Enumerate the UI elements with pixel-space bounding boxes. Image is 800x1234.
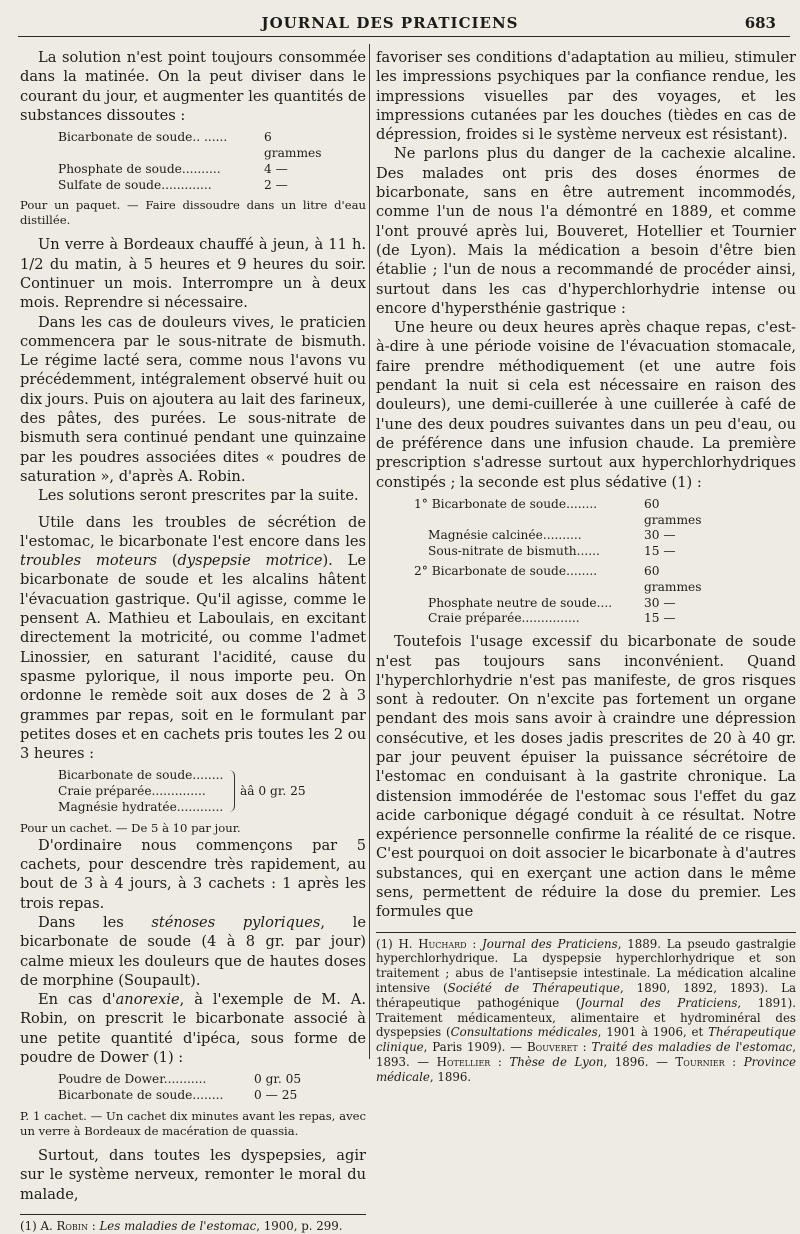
page-number: 683 (744, 14, 776, 32)
formula-3 (58, 1072, 308, 1104)
formula-line: Poudre de Dower........... 0 gr. 05 (58, 1072, 302, 1087)
formula-line: Phosphate neutre de soude.... 30 — (428, 595, 676, 610)
formula-line: Magnésie hydratée............ (58, 799, 224, 814)
left-column (20, 48, 366, 1234)
paragraph: En cas d'anorexie, à l'exemple de M. A. Robin, on prescrit le bicarbonate associé à une petite quantité d'ipéca, sous forme de poudre de Dower (1) : (20, 991, 366, 1067)
paragraph: Ne parlons plus du danger de la cachexie alcaline. Des malades ont pris des doses énormes de bicarbonate, sans en être autrement incommodés, comme l'un de nous l'a démontré en 1889, et comme l'ont prouvé après lui, Bouveret, Hotellier et Tournier (de Lyon). Mais la médication a besoin d'être bien établie ; l'un de nous a recommandé de procéder ainsi, surtout dans les cas d'hyperchlorhydrie intense ou encore d'hypersthénie gastrique : (376, 145, 796, 317)
formula-line: Phosphate de soude.......... 4 — (58, 161, 288, 176)
header-rule (18, 36, 790, 37)
footnote-rule (376, 932, 796, 933)
journal-title: JOURNAL DES PRATICIENS (261, 14, 519, 32)
footnote-rule (20, 1214, 366, 1215)
running-header (0, 14, 800, 36)
column-divider (369, 44, 370, 1059)
brace (228, 770, 235, 812)
footnote: (1) A. Robin : Les maladies de l'estomac, 1900, p. 299. (20, 1218, 343, 1233)
paragraph: Un verre à Bordeaux chauffé à jeun, à 11 h. 1/2 du matin, à 5 heures et 9 heures du soir. Continuer un mois. Interrompre un à deux mois. Reprendre si nécessaire. (20, 236, 366, 312)
formula-line: Sous-nitrate de bismuth...... 15 — (428, 544, 676, 559)
footnote: (1) H. Huchard : Journal des Praticiens, 1889. La pseudo gastralgie hyperchlorhydrique. La dyspepsie hyperchlorhydrique et son traitement ; abus de l'antisepsie intestinale. La médication alcaline intensive (Société de Thérapeutique, 1890, 1892, 1893). La thérapeutique pathogénique (Journal des Praticiens, 1891). Traitement médicamenteux, alimentaire et hydrominéral des dyspepsies (Consultations médicales, 1901 à 1906, et Thérapeutique clinique, Paris 1909). — Bouveret : Traité des maladies de l'estomac, 1893. — Hotellier : Thèse de Lyon, 1896. — Tournier : Province médicale, 1896. (376, 936, 797, 1084)
formula-line: 2° Bicarbonate de soude........ 60 grammes (414, 564, 702, 594)
paragraph: Dans les cas de douleurs vives, le praticien commencera par le sous-nitrate de bismuth. Le régime lacté sera, comme nous l'avons vu précédemment, intégralement observé huit ou dix jours. Puis on ajoutera au lait des farineux, des pâtes, des purées. Le sous-nitrate de bismuth sera continué pendant une quinzaine par les poudres associées dites « poudres de saturation », d'après A. Robin. (20, 313, 366, 485)
formula-note: Pour un cachet. — De 5 à 10 par jour. (20, 820, 241, 835)
formula-line: 1° Bicarbonate de soude........ 60 grammes (414, 496, 702, 527)
paragraph: favoriser ses conditions d'adaptation au milieu, stimuler les impressions psychiques par la confiance rendue, les impressions visuelles par des voyages, et les impressions cutanées par les douches (tièdes en cas de dépression, froides si le système nerveux est résistant). (376, 49, 796, 144)
formula-1 (58, 130, 328, 193)
formula-line: Craie préparée............... 15 — (428, 611, 676, 626)
formula-4 (414, 497, 714, 627)
formula-line: Craie préparée.............. àâ 0 gr. 25 (58, 784, 306, 799)
formula-2 (58, 768, 366, 815)
paragraph: Les solutions seront prescrites par la suite. (38, 487, 359, 505)
formula-note: P. 1 cachet. — Un cachet dix minutes avant les repas, avec un verre à Bordeaux de macération de quassia. (20, 1108, 366, 1138)
paragraph: Dans les sténoses pyloriques, le bicarbonate de soude (4 à 8 gr. par jour) calme mieux les douleurs que de hautes doses de morphine (Soupault). (20, 913, 366, 989)
paragraph: Une heure ou deux heures après chaque repas, c'est-à-dire à une période voisine de l'évacuation stomacale, faire prendre méthodiquement (et une autre fois pendant la nuit si cela est nécessaire en raison des douleurs), une demi-cuillerée à une cuillerée à café de l'une des deux poudres suivantes dans un peu d'eau, ou de préférence dans une infusion chaude. La première prescription s'adresse surtout aux hyperchlorhydriques constipés ; la seconde est plus sédative (1) : (376, 319, 796, 491)
formula-note: Pour un paquet. — Faire dissoudre dans un litre d'eau distillée. (20, 198, 366, 228)
paragraph: D'ordinaire nous commençons par 5 cachets, pour descendre très rapidement, au bout de 3 à 4 jours, à 3 cachets : 1 après les trois repas. (20, 836, 366, 912)
formula-line: Bicarbonate de soude........ (58, 768, 224, 783)
formula-line: Bicarbonate de soude.. ...... 6 grammes (58, 130, 322, 160)
formula-line: Magnésie calcinée.......... 30 — (428, 528, 676, 543)
formula-line: Bicarbonate de soude........ 0 — 25 (58, 1088, 298, 1103)
paragraph: Surtout, dans toutes les dyspepsies, agir sur le système nerveux, remonter le moral du malade, (20, 1146, 366, 1203)
paragraph: Toutefois l'usage excessif du bicarbonate de soude n'est pas toujours sans inconvénient. Quand l'hyperchlorhydrie n'est pas manifeste, de gros risques sont à redouter. On n'excite pas fortement un organe pendant des mois sans avoir à craindre une dépression consécutive, et les doses jadis prescrites de 20 à 40 gr. par jour peuvent épuiser la puissance sécrétoire de l'estomac en conduisant à la gastrite chronique. La distension immodérée de l'estomac sous l'effet du gaz acide carbonique dégagé conduit à ce résultat. Notre expérience personnelle confirme la réalité de ce risque. C'est pourquoi on doit associer le bicarbonate à d'autres substances, qui en exerçant une action dans le même sens, permettent de réduire la dose du premier. Les formules que (376, 633, 796, 921)
right-column (376, 48, 796, 1085)
formula-line: Sulfate de soude............. 2 — (58, 177, 288, 192)
paragraph: La solution n'est point toujours consommée dans la matinée. On la peut diviser dans le courant du jour, et augmenter les quantités de substances dissoutes : (20, 49, 366, 124)
paragraph: Utile dans les troubles de sécrétion de l'estomac, le bicarbonate l'est encore dans les troubles moteurs (dyspepsie motrice). Le bicarbonate de soude et les alcalins hâtent l'évacuation gastrique. Qu'il agisse, comme le pensent A. Mathieu et Laboulais, en excitant directement la motricité, ou comme l'admet Linossier, en saturant l'acidité, cause du spasme pylorique, il nous importe peu. On ordonne le remède soit aux doses de 2 à 3 grammes par repas, soit en le formulant par petites doses et en cachets pris toutes les 2 ou 3 heures : (20, 513, 366, 763)
